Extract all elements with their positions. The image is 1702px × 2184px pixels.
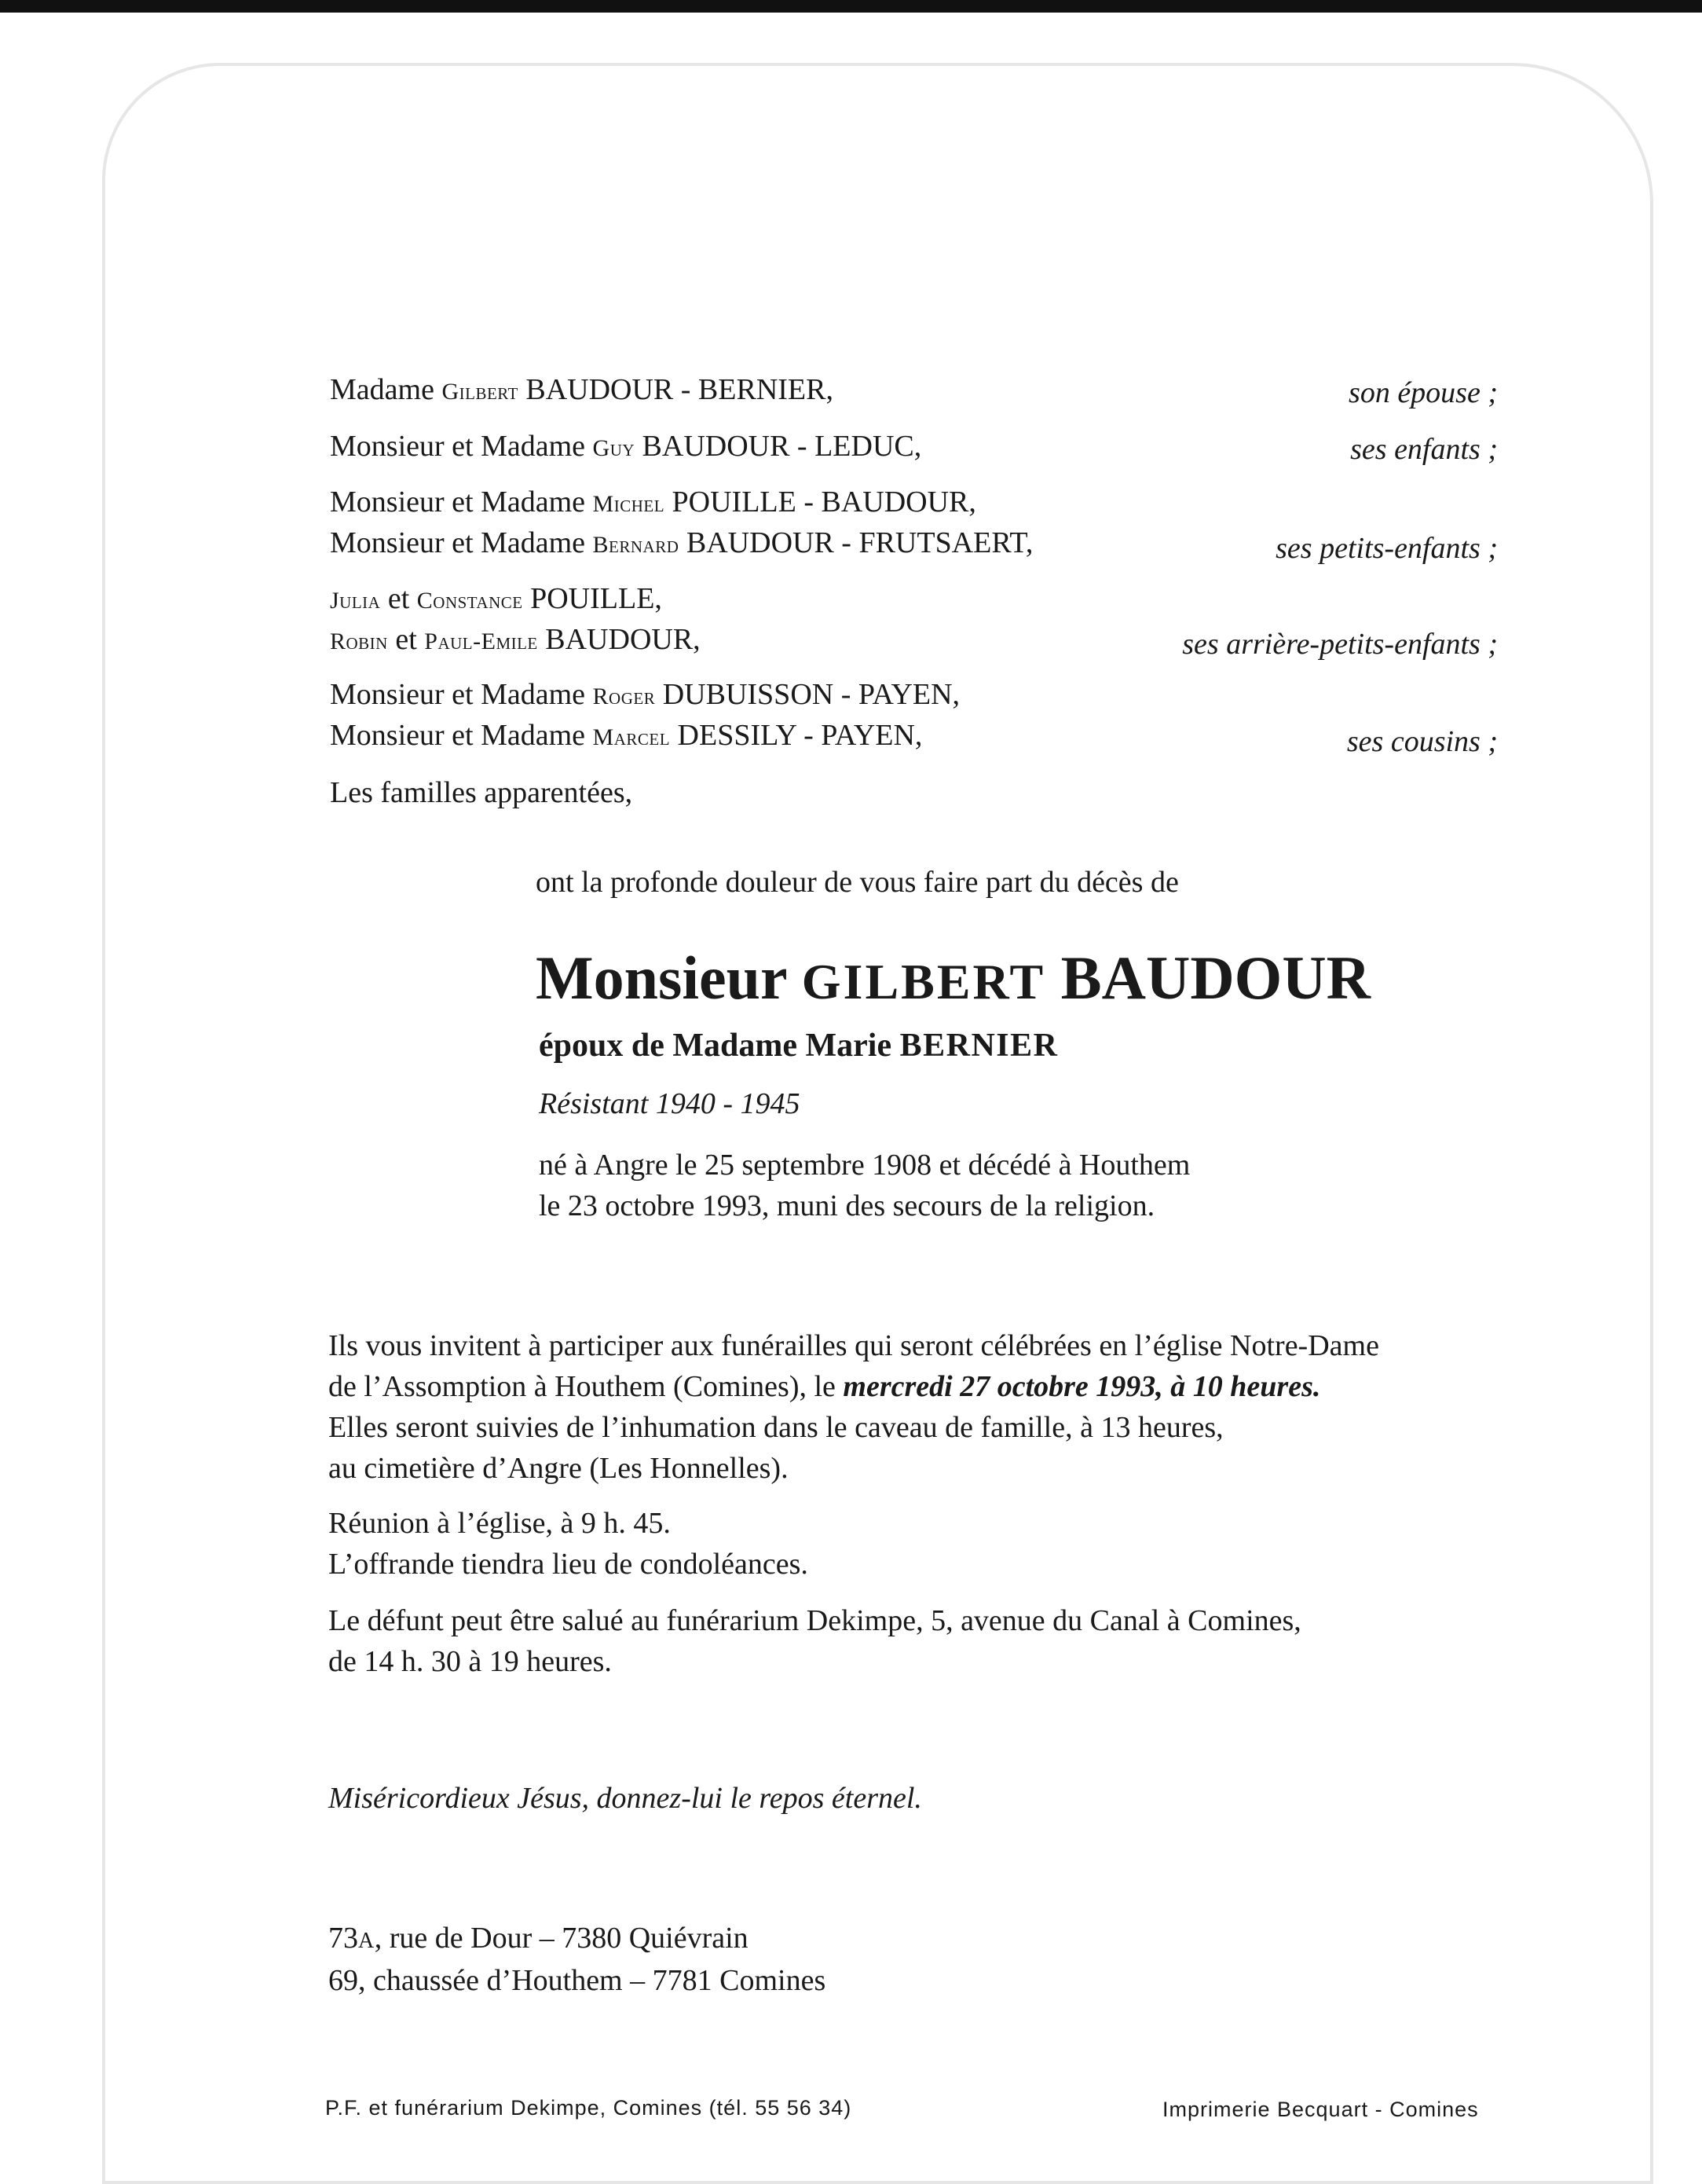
funeral-line-3: Elles seront suivies de l’inhumation dans le caveau de famille, à 13 heures, bbox=[328, 1411, 1224, 1444]
spouse-line bbox=[539, 1024, 1058, 1067]
family-line-4 bbox=[330, 522, 1033, 566]
funeral-date-time: mercredi 27 octobre 1993, à 10 heures. bbox=[843, 1370, 1321, 1403]
family-line-1-pre: Madame bbox=[330, 373, 442, 406]
family-line-3-first: Michel bbox=[592, 491, 665, 517]
family-line-6-mid: et bbox=[387, 623, 425, 656]
birth-line-2: le 23 octobre 1993, muni des secours de la religion. bbox=[539, 1189, 1155, 1222]
relation-grandchildren: ses petits-enfants ; bbox=[1276, 532, 1498, 565]
family-line-4-post: BAUDOUR - FRUTSAERT, bbox=[679, 526, 1034, 559]
family-line-3-pre: Monsieur et Madame bbox=[330, 486, 593, 519]
deceased-name bbox=[536, 943, 1371, 1017]
funeral-line-6: L’offrande tiendra lieu de condoléances. bbox=[328, 1548, 808, 1581]
relation-children: ses enfants ; bbox=[1350, 433, 1498, 466]
family-line-7-post: DUBUISSON - PAYEN, bbox=[655, 678, 961, 711]
family-line-2-post: BAUDOUR - LEDUC, bbox=[635, 430, 922, 463]
spouse-surname: BERNIER bbox=[899, 1028, 1059, 1064]
address-1-letter: A bbox=[358, 1929, 375, 1953]
relation-cousins: ses cousins ; bbox=[1346, 725, 1498, 758]
family-line-7-pre: Monsieur et Madame bbox=[330, 678, 593, 711]
address-line-2: 69, chaussée d’Houthem – 7781 Comines bbox=[328, 1964, 826, 1997]
family-line-7 bbox=[330, 674, 960, 717]
funeral-line-1: Ils vous invitent à participer aux funérailles qui seront célébrées en l’église Notre-Dame bbox=[328, 1329, 1379, 1362]
prayer-line: Miséricordieux Jésus, donnez-lui le repos éternel. bbox=[328, 1782, 922, 1815]
funeral-line-5: Réunion à l’église, à 9 h. 45. bbox=[328, 1507, 671, 1540]
deceased-title: Monsieur bbox=[536, 944, 802, 1012]
deceased-last-name: BAUDOUR bbox=[1045, 944, 1371, 1012]
address-line-1 bbox=[328, 1917, 749, 1962]
funeral-line-2-text: de l’Assomption à Houthem (Comines), le bbox=[328, 1370, 844, 1403]
relation-great-grandchildren: ses arrière-petits-enfants ; bbox=[1182, 628, 1498, 661]
footer-printer: Imprimerie Becquart - Comines bbox=[1162, 2098, 1479, 2121]
family-line-3 bbox=[330, 482, 976, 525]
funeral-line-7: Le défunt peut être salué au funérarium Dekimpe, 5, avenue du Canal à Comines, bbox=[328, 1604, 1301, 1637]
funeral-line-2 bbox=[328, 1365, 1320, 1408]
family-line-2-pre: Monsieur et Madame bbox=[330, 430, 593, 463]
family-line-3-post: POUILLE - BAUDOUR, bbox=[664, 486, 976, 519]
family-line-7-first: Roger bbox=[592, 683, 656, 709]
family-line-1 bbox=[330, 369, 833, 412]
deceased-first-name: GILBERT bbox=[801, 954, 1046, 1010]
relation-spouse: son épouse ; bbox=[1349, 376, 1498, 409]
family-line-6 bbox=[330, 619, 701, 662]
top-border bbox=[0, 0, 1702, 13]
family-line-6-first-a: Robin bbox=[330, 628, 388, 654]
family-line-5-mid: et bbox=[380, 582, 417, 615]
family-line-4-pre: Monsieur et Madame bbox=[330, 526, 593, 559]
funeral-line-8: de 14 h. 30 à 19 heures. bbox=[328, 1645, 612, 1678]
footer-funeral-home: P.F. et funérarium Dekimpe, Comines (tél. 55 56 34) bbox=[325, 2096, 852, 2120]
address-1-number: 73 bbox=[328, 1922, 358, 1955]
family-line-5-post: POUILLE, bbox=[522, 582, 662, 615]
family-line-5-first-a: Julia bbox=[330, 588, 381, 614]
family-line-1-post: BAUDOUR - BERNIER, bbox=[518, 373, 833, 406]
family-line-2 bbox=[330, 426, 921, 469]
family-line-6-post: BAUDOUR, bbox=[537, 623, 701, 656]
family-line-8-post: DESSILY - PAYEN, bbox=[670, 719, 923, 752]
family-line-9: Les familles apparentées, bbox=[330, 776, 633, 809]
spouse-pre: époux de Madame Marie bbox=[539, 1028, 900, 1064]
family-line-5-first-b: Constance bbox=[416, 588, 523, 614]
family-line-5 bbox=[330, 578, 662, 621]
family-line-8-first: Marcel bbox=[592, 724, 671, 750]
family-line-2-first: Guy bbox=[592, 435, 635, 461]
family-line-4-first: Bernard bbox=[592, 532, 679, 558]
family-line-8 bbox=[330, 715, 922, 758]
funeral-line-4: au cimetière d’Angre (Les Honnelles). bbox=[328, 1452, 789, 1485]
family-line-6-first-b: Paul-Emile bbox=[424, 628, 538, 654]
family-line-1-first: Gilbert bbox=[441, 379, 518, 405]
announcement-text: ont la profonde douleur de vous faire part du décès de bbox=[536, 866, 1179, 899]
resistant-line: Résistant 1940 - 1945 bbox=[539, 1087, 800, 1120]
family-line-8-pre: Monsieur et Madame bbox=[330, 719, 593, 752]
address-1-street: , rue de Dour – 7380 Quiévrain bbox=[374, 1922, 749, 1955]
birth-line-1: né à Angre le 25 septembre 1908 et décédé à Houthem bbox=[539, 1149, 1191, 1182]
